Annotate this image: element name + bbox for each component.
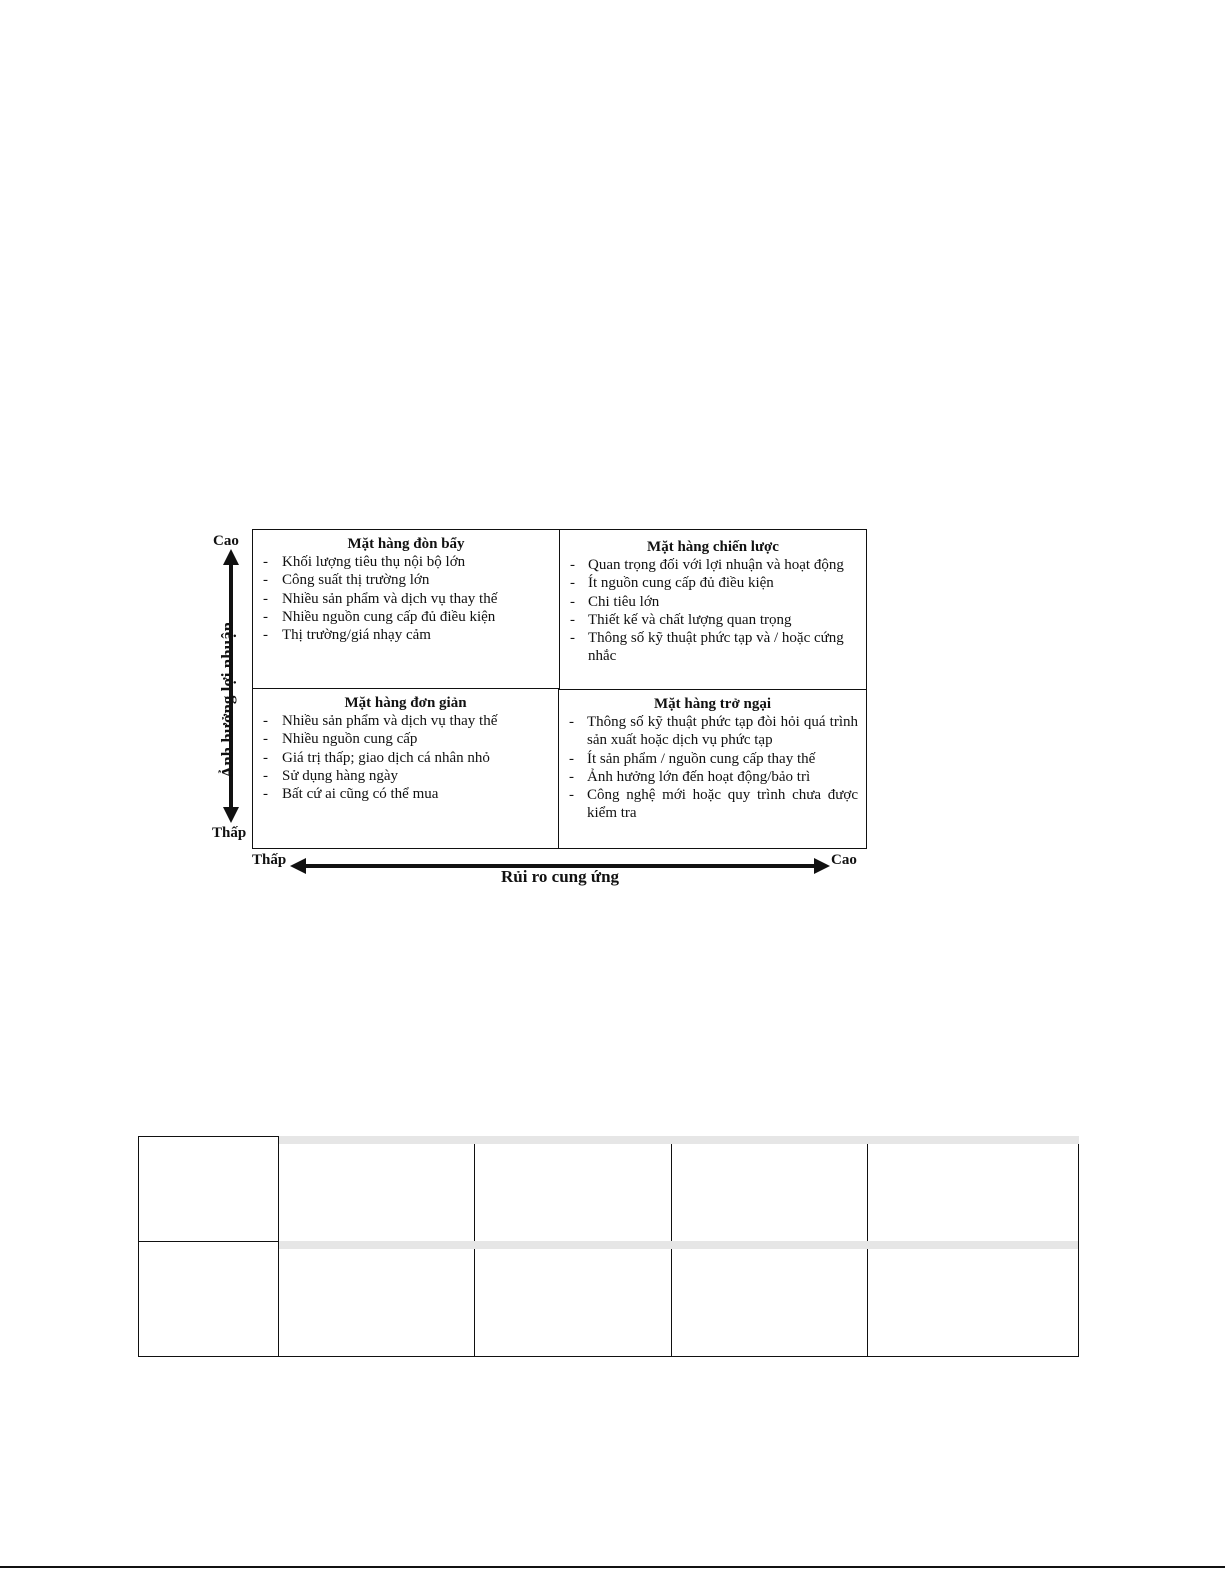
list-item: - Thiết kế và chất lượng quan trọng [568,611,858,629]
quadrant-leverage-list [261,553,551,644]
list-item: - Thị trường/giá nhạy cảm [261,626,551,644]
quadrant-bottleneck-title: Mặt hàng trở ngại [653,696,772,712]
list-item: - Quan trọng đối với lợi nhuận và hoạt động [568,556,858,574]
quadrant-strategic-list [568,556,858,666]
kraljic-matrix [252,529,867,849]
list-item: - Giá trị thấp; giao dịch cá nhân nhỏ [261,749,550,767]
list-item: - Bất cứ ai cũng có thể mua [261,785,550,803]
table-column-divider [671,1144,672,1241]
list-item: - Ảnh hưởng lớn đến hoạt động/bảo trì [567,768,858,786]
list-item: - Ít sản phẩm / nguồn cung cấp thay thế [567,750,858,768]
table-border [1078,1144,1079,1357]
table-column-divider [867,1144,868,1241]
quadrant-noncritical-title: Mặt hàng đơn giản [344,695,467,711]
list-item: - Khối lượng tiêu thụ nội bộ lớn [261,553,551,571]
x-axis-title: Rủi ro cung ứng [500,867,620,886]
x-axis-low-label: Thấp [252,852,287,868]
table-column-divider [671,1249,672,1357]
list-item: - Nhiều nguồn cung cấp đủ điều kiện [261,608,551,626]
quadrant-leverage-title: Mặt hàng đòn bẩy [347,536,465,552]
table-header-shade [279,1136,1079,1144]
y-axis-title [218,621,238,779]
table-column-divider [867,1249,868,1357]
list-item: - Nhiều sản phẩm và dịch vụ thay thế [261,712,550,730]
table-column-divider [278,1136,279,1357]
list-item: - Thông số kỹ thuật phức tạp đòi hỏi quá trình sản xuất hoặc dịch vụ phức tạp [567,713,858,750]
list-item: - Nhiều sản phẩm và dịch vụ thay thế [261,590,551,608]
table-row-divider [138,1241,279,1242]
quadrant-bottleneck-list [567,713,858,823]
list-item: - Thông số kỹ thuật phức tạp và / hoặc cứng nhắc [568,629,858,666]
list-item: - Ít nguồn cung cấp đủ điều kiện [568,574,858,592]
quadrant-strategic-title: Mặt hàng chiến lược [647,539,779,555]
list-item: - Chi tiêu lớn [568,593,858,611]
quadrant-noncritical-list [261,712,550,803]
list-item: - Sử dụng hàng ngày [261,767,550,785]
list-item: - Công suất thị trường lớn [261,571,551,589]
table-border [138,1356,1079,1357]
table-border [138,1136,139,1357]
table-column-divider [474,1144,475,1241]
table-header-shade [279,1241,1079,1249]
y-axis-title-text: Ảnh hưởng lợi nhuận [218,621,237,779]
quadrant-noncritical [252,688,559,849]
y-axis-low-label: Thấp [212,825,247,841]
quadrant-leverage [252,529,560,690]
quadrant-bottleneck [558,689,867,849]
page-bottom-rule [0,1566,1225,1568]
table-border [138,1136,279,1137]
y-axis-high-label: Cao [213,533,239,549]
table-column-divider [474,1249,475,1357]
quadrant-strategic [559,529,867,691]
empty-table [138,1136,1079,1357]
list-item: - Công nghệ mới hoặc quy trình chưa được kiểm tra [567,786,858,823]
x-axis-high-label: Cao [831,852,857,868]
list-item: - Nhiều nguồn cung cấp [261,730,550,748]
